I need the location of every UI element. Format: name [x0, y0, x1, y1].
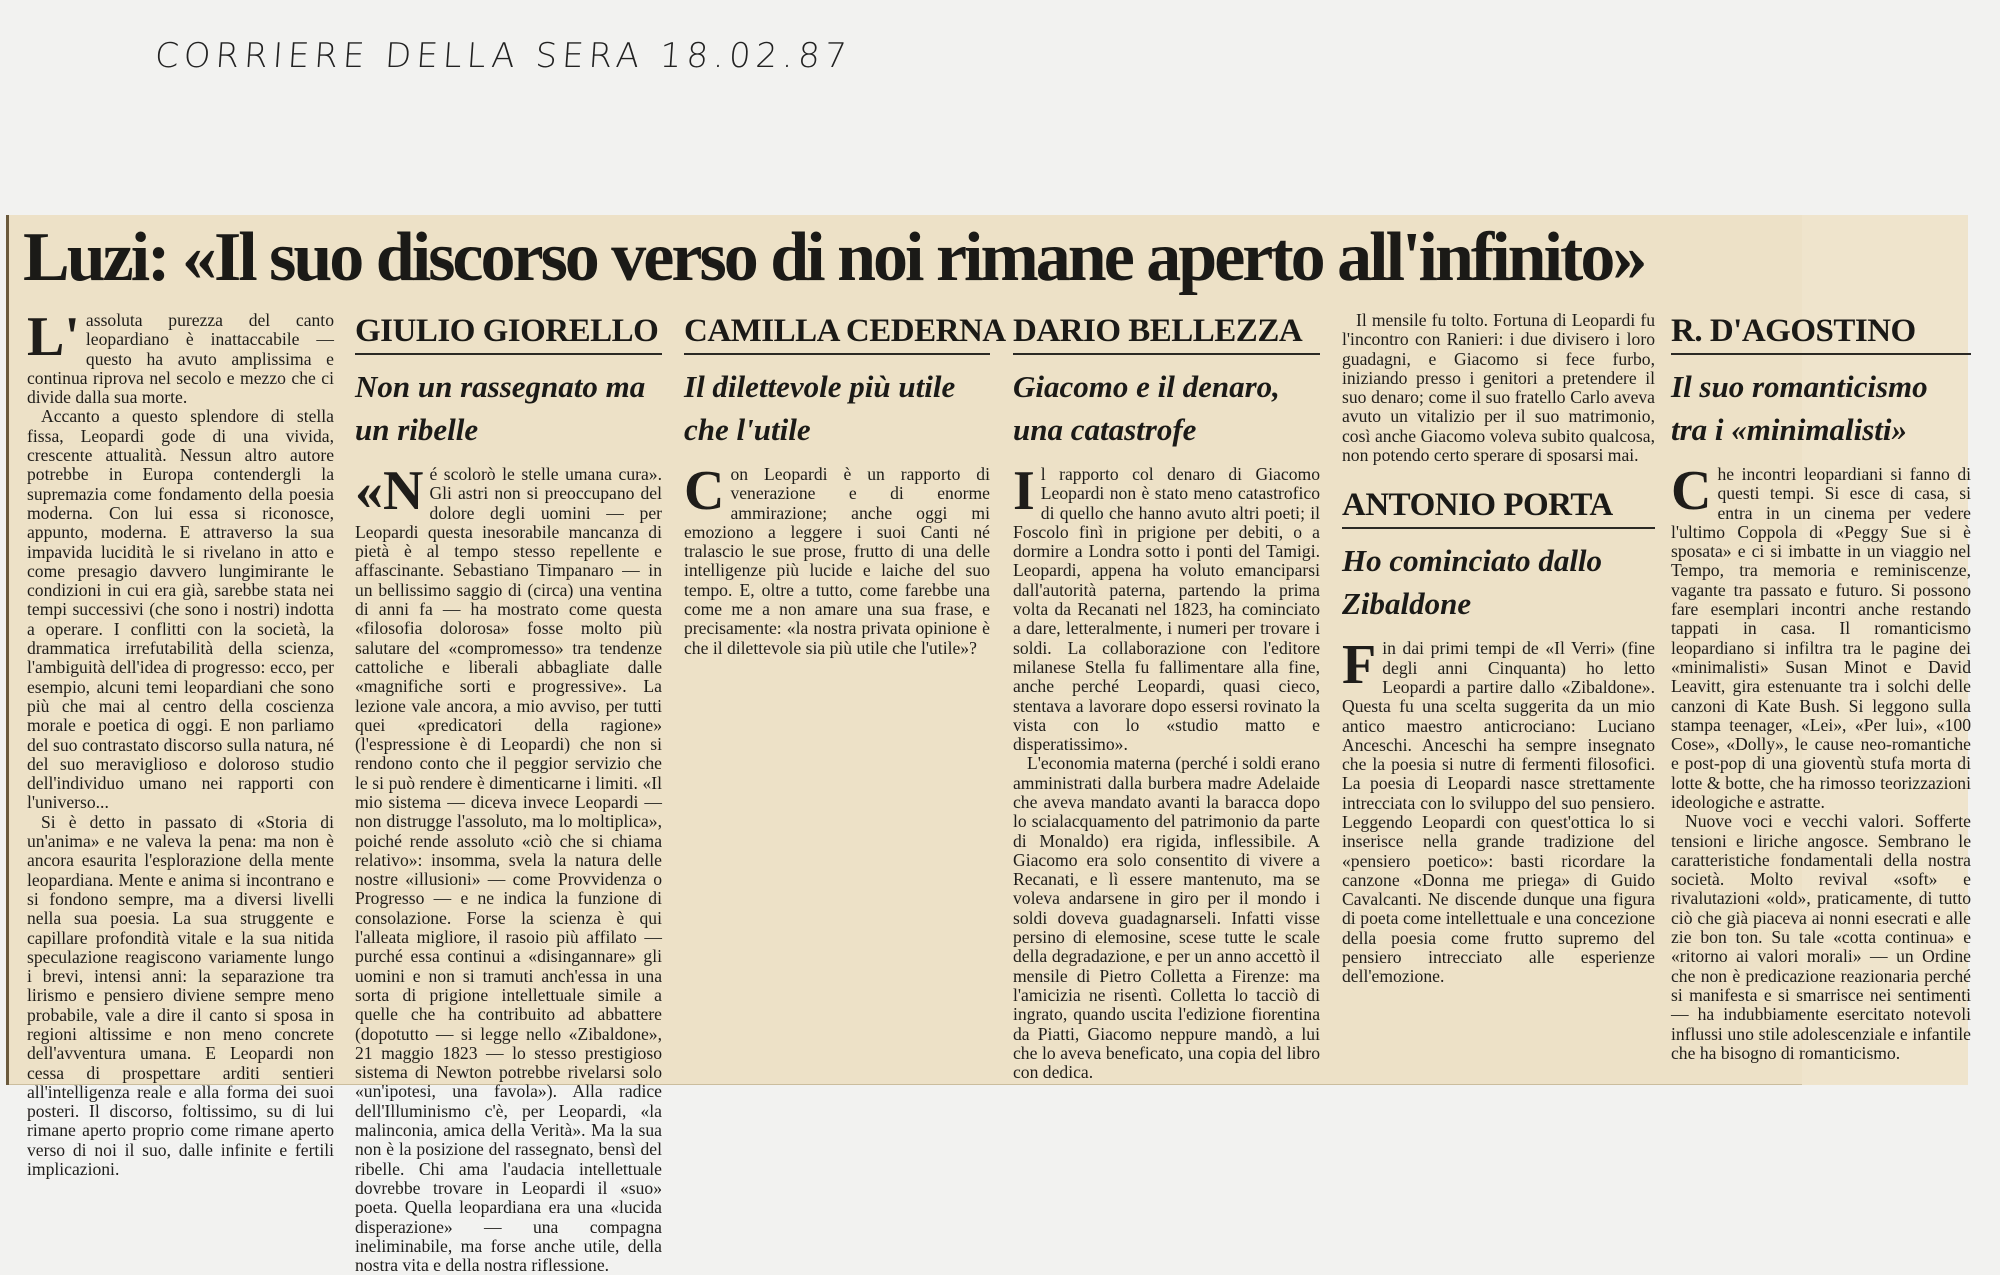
subhead-dagostino: Il suo romanticismo tra i «minimalisti» [1671, 368, 1928, 447]
bellezza-paragraph: L'economia materna (perché i soldi erano amministrati dalla burbera madre Adelaide che aveva mandato avanti la baracca dopo lo scialacquamento del patrimonio da parte di Monaldo) era rigida, inflessibile. A Giacomo era solo consentito di vivere a Recanati, e lì essere mantenuto, ma se voleva andarsene in giro per il mondo i soldi doveva guadagnarseli. Infatti visse persino di elemosine, scese tutte le scale della degradazione, e per un anno accettò il mensile di Pietro Colletta a Firenze: ma l'amicizia ne risentì. Colletta lo tacciò di ingrato, quando uscita l'edizione fiorentina da Piatti, Giacomo neppure mandò, a lui che lo aveva beneficato, una copia del libro con dedica. [1013, 753, 1320, 1083]
subhead-cederna: Il dilettevole più utile che l'utile [684, 368, 956, 447]
column-dagostino [1671, 311, 1971, 1081]
subhead-giorello: Non un rassegnato ma un ribelle [355, 368, 646, 447]
byline-porta: ANTONIO PORTA [1342, 487, 1655, 529]
luzi-paragraph: Si è detto in passato di «Storia di un'anima» e ne valeva la pena: ma non è ancora esaurita l'esplorazione della mente leopardiana. Mente e anima si incontrano e si fondono sempre, ma a diversi livelli nella sua poesia. La sua struggente e capillare profondità vitale e la sua nitida speculazione reagiscono variamente lungo i brevi, intensi anni: la separazione tra lirismo e pensiero diviene sempre meno probabile, vale a dire il canto si sposa in regioni altissime e non meno concrete dell'avventura umana. E Leopardi non cessa di prospettare arditi sentieri all'intelligenza reale e alla forma dei suoi posteri. Il discorso, foltissimo, su di lui rimane aperto proprio come rimane aperto verso di noi il suo, dalle infinite e fertili implicazioni. [27, 811, 334, 1180]
byline-dagostino: R. D'AGOSTINO [1671, 313, 1971, 355]
dagostino-paragraph: Che incontri leopardiani si fanno di questi tempi. Si esce di casa, si entra in un cinema per vedere l'ultimo Coppola di «Peggy Sue si è sposata» e ci si imbatte in un viaggio nel Tempo, tra memoria e reminiscenze, vagante tra passato e futuro. Si possono fare esemplari incontri anche restando tappati in casa. Il romanticismo leopardiano si infiltra tra le pagine dei «minimalisti» Susan Minot e David Leavitt, gira estenuante tra i solchi delle canzoni di Kate Bush. Si leggono sulla stampa teenager, «Lei», «Per lui», «100 Cose», «Dolly», le cause neo-romantiche e post-pop di una gioventù stufa morta di lotte & botte, che ha rimosso teorizzazioni ideologiche e astratte. [1671, 459, 1971, 812]
headline: Luzi: «Il suo discorso verso di noi rimane aperto all'infinito» [23, 219, 1645, 296]
bellezza-paragraph: Il rapporto col denaro di Giacomo Leopardi non è stato meno catastrofico di quello che hanno avuto altri poeti; il Foscolo finì in prigione per debiti, o a dormire a Londra sotto i ponti del Tamigi. Leopardi, appena ha voluto emanciparsi dall'autorità paterna, partendo la prima volta da Recanati nel 1823, ha cominciato a dare, letteralmente, i numeri per trovare i soldi. La collaborazione con l'editore milanese Stella fu fallimentare alla fine, anche perché Leopardi, quasi cieco, stentava a lavorare dopo essersi rovinato la vista con lo «studio matto e disperatissimo». [1013, 459, 1320, 755]
subhead-bellezza: Giacomo e il denaro, una catastrofe [1013, 368, 1280, 447]
handwritten-source-note: CORRIERE DELLA SERA 18.02.87 [153, 36, 853, 76]
column-cederna [684, 311, 1006, 1081]
subhead-porta: Ho cominciato dallo Zibaldone [1342, 543, 1603, 622]
column-bellezza [1013, 311, 1320, 1081]
byline-giorello: GIULIO GIORELLO [355, 313, 662, 355]
luzi-paragraph: Accanto a questo splendore di stella fissa, Leopardi gode di una vivida, crescente attualità. Nessun altro autore potrebbe in Europa contendergli la supremazia come fondamento della poesia moderna. Con lui essa si riconosce, appunto, moderna. E attraverso la sua impavida lucidità le si rivelano in atto e come presagio davvero lungimirante le condizioni in cui era già, sarebbe stata nei tempi successivi (che sono i nostri) indotta a operare. I conflitti con la società, la drammatica irrefutabilità della scienza, l'ambiguità dell'idea di progresso: ecco, per esempio, alcuni temi leopardiani che sono più che mai al centro della coscienza morale e poetica di oggi. E non parliamo del suo contrastato discorso sulla natura, né del suo meraviglioso e doloroso studio dell'individuo umano nei rapporti con l'universo... [27, 406, 334, 813]
dagostino-paragraph: Nuove voci e vecchi valori. Sofferte tensioni e liriche angosce. Sembrano le caratteristiche fondamentali della nostra società. Molto revival «soft» e rivalutazioni «old», praticamente, di tutto ciò che già piaceva ai nonni esecrati e alle zie bon ton. Su tale «cotta continua» e «ritorno ai valori morali» — un Ordine che non è predicazione reazionaria perché si manifesta e si smarrisce nei sentimenti — ha indubbiamente esercitato notevoli influssi uno stile adolescenziale e infantile che ha bisogno di romanticismo. [1671, 811, 1971, 1063]
byline-cederna: CAMILLA CEDERNA [684, 313, 990, 355]
column-luzi [27, 306, 334, 1180]
bellezza-paragraph: Il mensile fu tolto. Fortuna di Leopardi fu l'incontro con Ranieri: i due divisero i loro guadagni, e Giacomo si fece furbo, iniziando presso i genitori a pretendere il suo denaro; come il suo fratello Carlo aveva avuto un vitalizio per il suo matrimonio, così anche Giacomo voleva subito qualcosa, non potendo certo sperare di sposarsi mai. [1342, 310, 1655, 466]
giorello-paragraph: «Né scolorò le stelle umana cura». Gli astri non si preoccupano del dolore degli uomini — per Leopardi questa inesorabile mancanza di pietà è al tempo stesso repellente e affascinante. Sebastiano Timpanaro — in un bellissimo saggio di (circa) una ventina di anni fa — ha mostrato come questa «filosofia dolorosa» fosse molto più salutare del «compromesso» tra tendenze cattoliche e liberali abbagliate dalle «magnifiche sorti e progressive». La lezione vale ancora, a mio avviso, per tutti quei «predicatori della ragione» (l'espressione è di Leopardi) che non si rendono conto che il peggior servizio che le si può rendere è dimenticarne i limiti. «Il mio sistema — diceva invece Leopardi — non distrugge l'assoluto, ma lo moltiplica», poiché rende assoluto «ciò che si chiama relativo»: insomma, svela la natura delle nostre «illusioni» — come Provvidenza o Progresso — e ne indica la funzione di consolazione. Forse la scienza è qui l'alleata migliore, il rasoio più affilato — purché essa continui a «disingannare» gli uomini e non si tramuti anch'essa in una sorta di prigione intellettuale simile a quelle che ha contribuito ad abbattere (dopotutto — si legge nello «Zibaldone», 21 maggio 1823 — lo stesso prestigioso sistema di Newton potrebbe rivelarsi solo «un'ipotesi, una favola»). Alla radice dell'Illuminismo c'è, per Leopardi, «la malinconia, amica della Verità». Ma la sua non è la posizione del rassegnato, bensì del ribelle. Chi ama l'audacia intellettuale dovrebbe trovare in Leopardi il «suo» poeta. Quella leopardiana era una «lucida disperazione» — una compagna ineliminabile, ma forse anche utile, della nostra vita e della nostra riflessione. [355, 459, 662, 1275]
column-giorello [355, 311, 662, 1275]
byline-bellezza: DARIO BELLEZZA [1013, 313, 1320, 355]
porta-paragraph: Fin dai primi tempi de «Il Verri» (fine degli anni Cinquanta) ho letto Leopardi a partire dallo «Zibaldone». Questa fu una scelta suggerita da un mio antico maestro anticrociano: Luciano Anceschi. Anceschi ha sempre insegnato che la poesia si nutre di fermenti filosofici. La poesia di Leopardi nasce strettamente intrecciata con lo sviluppo del suo pensiero. Leggendo Leopardi con quest'ottica lo si inserisce nella grande tradizione del «pensiero poetico»: basti ricordare la canzone «Donna me priega» di Guido Cavalcanti. Ne discende dunque una figura di poeta come intellettuale e una concezione della poesia come frutto supremo del pensiero intrecciato alle esperienze dell'emozione. [1342, 634, 1655, 987]
cederna-paragraph: Con Leopardi è un rapporto di venerazione e di enorme ammirazione; anche oggi mi emoziono a leggere i suoi Canti né tralascio le sue prose, frutto di una delle intelligenze più lucide e laiche del suo tempo. E, oltre a tutto, come farebbe una come me a non amare una sua frase, e precisamente: «la nostra privata opinione è che il dilettevole sia più utile che l'utile»? [684, 459, 990, 658]
newspaper-clipping [6, 215, 1971, 1275]
luzi-paragraph: L'assoluta purezza del canto leopardiano è inattaccabile — questo ha avuto amplissima e continua riprova nel secolo e mezzo che ci divide dalla sua morte. [27, 306, 334, 408]
column-porta [1342, 311, 1655, 1081]
